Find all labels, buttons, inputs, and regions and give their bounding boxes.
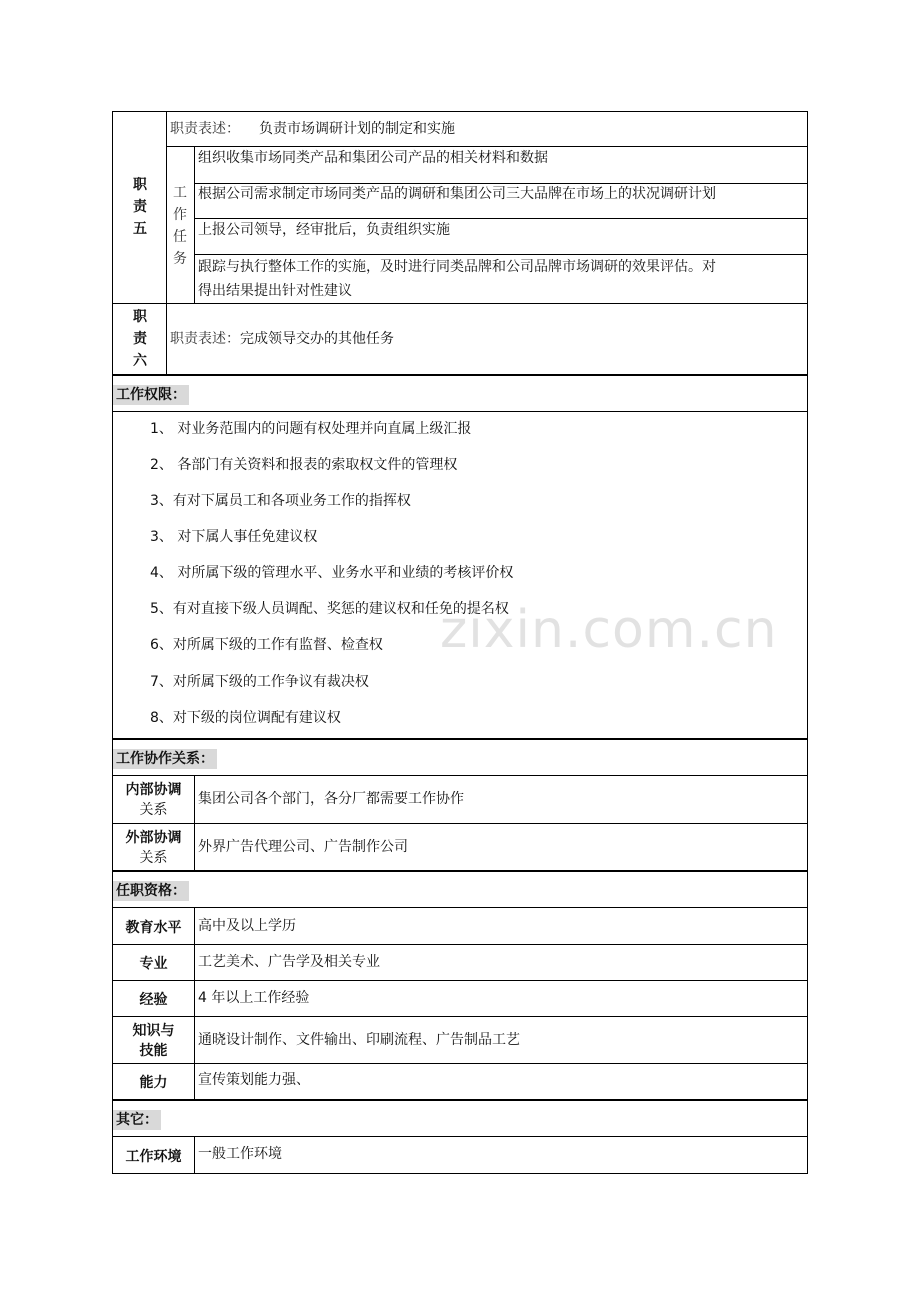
external-coordination-value: 外界广告代理公司、广告制作公司 xyxy=(198,839,408,855)
authority-item: 2、 各部门有关资料和报表的索取权文件的管理权 xyxy=(150,457,458,473)
ability-value: 宣传策划能力强、 xyxy=(198,1072,310,1088)
duty5-task-4: 跟踪与执行整体工作的实施，及时进行同类品牌和公司品牌市场调研的效果评估。对 xyxy=(198,259,716,275)
duty6-desc-label: 职责表述： xyxy=(170,331,240,347)
major-value: 工艺美术、广告学及相关专业 xyxy=(198,954,380,970)
skills-value: 通晓设计制作、文件输出、印刷流程、广告制品工艺 xyxy=(198,1032,520,1048)
duty5-label: 职 责 五 xyxy=(133,177,147,237)
duty5-task-label: 工 作 任 务 xyxy=(173,185,187,267)
table-border-right xyxy=(807,111,808,1174)
work-environment-value: 一般工作环境 xyxy=(198,1146,282,1162)
authority-item: 3、有对下属员工和各项业务工作的指挥权 xyxy=(150,493,411,509)
duty5-task-2: 根据公司需求制定市场同类产品的调研和集团公司三大品牌在市场上的状况调研计划 xyxy=(198,186,716,202)
education-value: 高中及以上学历 xyxy=(198,918,296,934)
duty6-label: 职 责 六 xyxy=(133,309,147,369)
table-border-left xyxy=(112,111,113,1174)
external-coordination-label: 外部协调 关系 xyxy=(125,830,182,866)
duty5-task-3: 上报公司领导，经审批后，负责组织实施 xyxy=(198,222,450,238)
authority-item: 7、对所属下级的工作争议有裁决权 xyxy=(150,674,369,690)
authority-item: 3、 对下属人事任免建议权 xyxy=(150,529,318,545)
authority-item: 5、有对直接下级人员调配、奖惩的建议权和任免的提名权 xyxy=(150,601,509,617)
experience-label: 经验 xyxy=(139,992,168,1008)
major-label: 专业 xyxy=(139,956,168,972)
authority-item: 6、对所属下级的工作有监督、检查权 xyxy=(150,637,383,653)
watermark: zixin.com.cn xyxy=(440,600,778,660)
ability-label: 能力 xyxy=(139,1075,168,1091)
duty5-desc-text: 负责市场调研计划的制定和实施 xyxy=(259,121,455,137)
work-environment-label: 工作环境 xyxy=(125,1149,182,1165)
experience-value: 4 年以上工作经验 xyxy=(198,990,310,1006)
duty5-desc-label: 职责表述： xyxy=(170,121,240,137)
cooperation-title: 工作协作关系： xyxy=(113,749,217,769)
qualifications-title: 任职资格： xyxy=(113,881,189,901)
education-label: 教育水平 xyxy=(125,920,182,936)
authority-item: 4、 对所属下级的管理水平、业务水平和业绩的考核评价权 xyxy=(150,565,514,581)
authority-item: 1、 对业务范围内的问题有权处理并向直属上级汇报 xyxy=(150,421,472,437)
duty6-desc-text: 完成领导交办的其他任务 xyxy=(240,331,394,347)
skills-label: 知识与 技能 xyxy=(132,1023,175,1059)
duty5-task-4-cont: 得出结果提出针对性建议 xyxy=(198,283,352,299)
internal-coordination-value: 集团公司各个部门，各分厂都需要工作协作 xyxy=(198,791,464,807)
authority-item: 8、对下级的岗位调配有建议权 xyxy=(150,710,341,726)
other-title: 其它： xyxy=(113,1110,161,1130)
internal-coordination-label: 内部协调 关系 xyxy=(125,782,182,818)
authority-title: 工作权限： xyxy=(113,385,189,405)
duty5-task-1: 组织收集市场同类产品和集团公司产品的相关材料和数据 xyxy=(198,150,548,166)
